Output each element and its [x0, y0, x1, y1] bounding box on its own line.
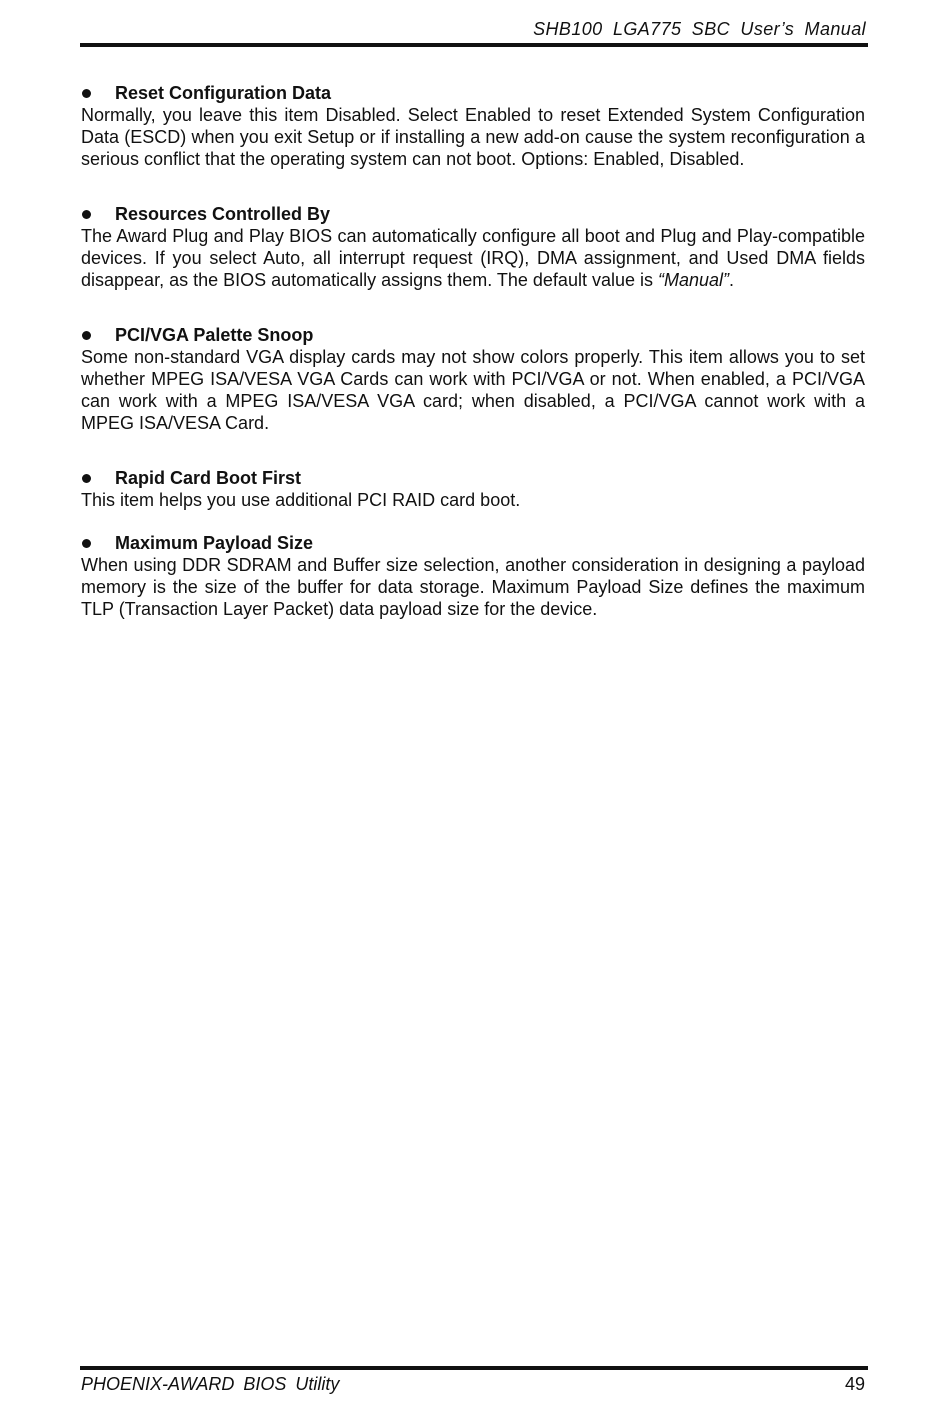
section-pci-vga-palette-snoop: [81, 324, 865, 434]
section-body-text: The Award Plug and Play BIOS can automatically configure all boot and Plug and Play-compatible devices. If you select Auto, all interrupt request (IRQ), DMA assignment, and Used DMA fields disappear, as the BIOS automatically assigns them. The default value is: [81, 226, 865, 290]
bullet-icon: [82, 539, 91, 548]
section-title: Rapid Card Boot First: [115, 468, 302, 488]
section-heading: [81, 467, 865, 489]
bullet-icon: [82, 210, 91, 219]
section-body: This item helps you use additional PCI RAID card boot.: [81, 490, 521, 510]
page-number: 49: [844, 1374, 865, 1394]
section-body: [81, 225, 865, 291]
section-heading: [81, 203, 865, 225]
section-title: Maximum Payload Size: [115, 533, 314, 553]
section-body-end: .: [729, 270, 735, 290]
header-title: SHB100 LGA775 SBC User’s Manual: [533, 19, 866, 39]
section-reset-configuration-data: [81, 82, 865, 170]
section-title: Resources Controlled By: [115, 204, 331, 224]
header-rule: [80, 43, 868, 47]
bullet-icon: [82, 89, 91, 98]
bullet-icon: [82, 474, 91, 483]
section-title: Reset Configuration Data: [115, 83, 332, 103]
section-rapid-card-boot-first: [81, 467, 865, 511]
section-body: When using DDR SDRAM and Buffer size selection, another consideration in designing a payload memory is the size of the buffer for data storage. Maximum Payload Size defines the maximum TLP (Transaction Layer Packet) data payload size for the device.: [81, 555, 865, 619]
section-resources-controlled-by: [81, 203, 865, 291]
section-maximum-payload-size: [81, 532, 865, 620]
section-heading: [81, 82, 865, 104]
section-heading: [81, 324, 865, 346]
bullet-icon: [82, 331, 91, 340]
section-body: Normally, you leave this item Disabled. Select Enabled to reset Extended System Configuration Data (ESCD) when you exit Setup or if installing a new add-on cause the system reconfiguration a serious conflict that the operating system can not boot. Options: Enabled, Disabled.: [81, 105, 865, 169]
page-content: [81, 82, 865, 620]
section-body: Some non-standard VGA display cards may not show colors properly. This item allows you to set whether MPEG ISA/VESA VGA Cards can work with PCI/VGA or not. When enabled, a PCI/VGA can work with a MPEG ISA/VESA VGA card; when disabled, a PCI/VGA cannot work with a MPEG ISA/VESA Card.: [81, 347, 865, 433]
section-title: PCI/VGA Palette Snoop: [115, 325, 314, 345]
footer-chapter-title: PHOENIX-AWARD BIOS Utility: [81, 1374, 340, 1394]
default-value-text: “Manual”: [658, 270, 730, 290]
section-heading: [81, 532, 865, 554]
footer-rule: [80, 1366, 868, 1370]
